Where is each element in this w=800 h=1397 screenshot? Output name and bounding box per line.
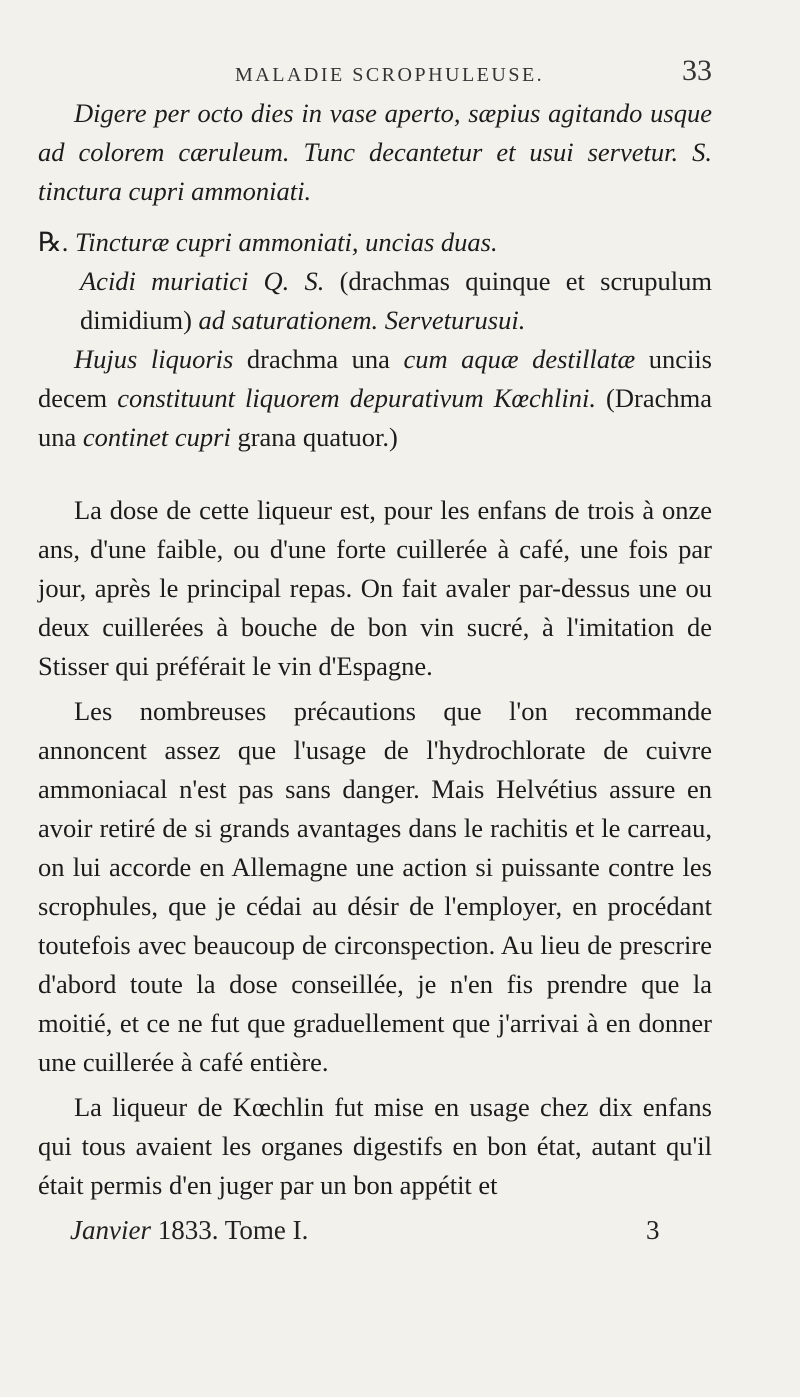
prescription-dose: (drachmas quinque et scrupulum dimidium) — [80, 266, 712, 335]
hujus-italic-2: cum aquæ destillatæ — [403, 344, 636, 374]
signature-volume: 1833. Tome I. — [150, 1215, 309, 1245]
paragraph-hujus — [38, 340, 712, 457]
paragraph-dose: La dose de cette liqueur est, pour les enfans de trois à onze ans, d'une faible, ou d'une forte cuillerée à café, une fois par jour, après le principal repas. On fait avaler par-dessus une ou deux cuillerées à bouche de bon vin sucré, à l'imitation de Stisser qui préférait le vin d'Espagne. — [38, 495, 712, 681]
body-text — [38, 94, 712, 1205]
paragraph-precautions: Les nombreuses précautions que l'on recommande annoncent assez que l'usage de l'hydrochlorate de cuivre ammoniacal n'est pas sans danger. Mais Helvétius assure en avoir retiré de si grands avantages dans le rachitis et le carreau, on lui accorde en Allemagne une action si puissante contre les scrophules, que je cédai au désir de l'employer, en procédant toutefois avec beaucoup de circonspection. Au lieu de prescrire d'abord toute la dose conseillée, je n'en fis prendre que la moitié, et ce ne fut que graduellement que j'arrivai à en donner une cuillerée à café entière. — [38, 696, 712, 1077]
signature-mark — [70, 1215, 308, 1246]
hujus-text-1: drachma una — [233, 344, 404, 374]
paragraph-liqueur: La liqueur de Kœchlin fut mise en usage chez dix enfans qui tous avaient les organes digestifs en bon état, autant qu'il était permis d'en juger par un bon appétit et — [38, 1092, 712, 1200]
hujus-text-2: unciis decem — [38, 344, 712, 413]
signature-month: Janvier — [70, 1215, 151, 1245]
hujus-italic-3: constituunt liquorem depurativum Kœchlini. — [117, 383, 597, 413]
prescription-acid: Acidi muriatici Q. S. — [80, 266, 325, 296]
page-number: 33 — [682, 54, 712, 87]
prescription-line-1 — [38, 223, 712, 262]
hujus-text-3: (Drachma una — [38, 383, 712, 452]
prescription-line-1-text: Tincturæ cupri ammoniati, uncias duas. — [75, 227, 498, 257]
hujus-italic-4: continet cupri — [82, 422, 231, 452]
paragraph-digere-text: Digere per octo dies in vase aperto, sæpius agitando usque ad colorem cæruleum. Tunc decantetur et usui servetur. S. tinctura cupri ammoniati. — [38, 98, 712, 206]
hujus-italic-1: Hujus liquoris — [74, 344, 234, 374]
paragraph-digere — [38, 94, 712, 211]
page-header — [0, 54, 800, 94]
prescription-purpose: ad saturationem. Serveturusui. — [198, 305, 526, 335]
prescription-line-2 — [38, 262, 712, 340]
hujus-text-4: grana quatuor.) — [230, 422, 398, 452]
running-title: MALADIE SCROPHULEUSE. — [235, 64, 545, 86]
prescription — [38, 223, 712, 457]
recipe-symbol: ℞. — [38, 227, 69, 257]
signature-number: 3 — [646, 1215, 660, 1245]
